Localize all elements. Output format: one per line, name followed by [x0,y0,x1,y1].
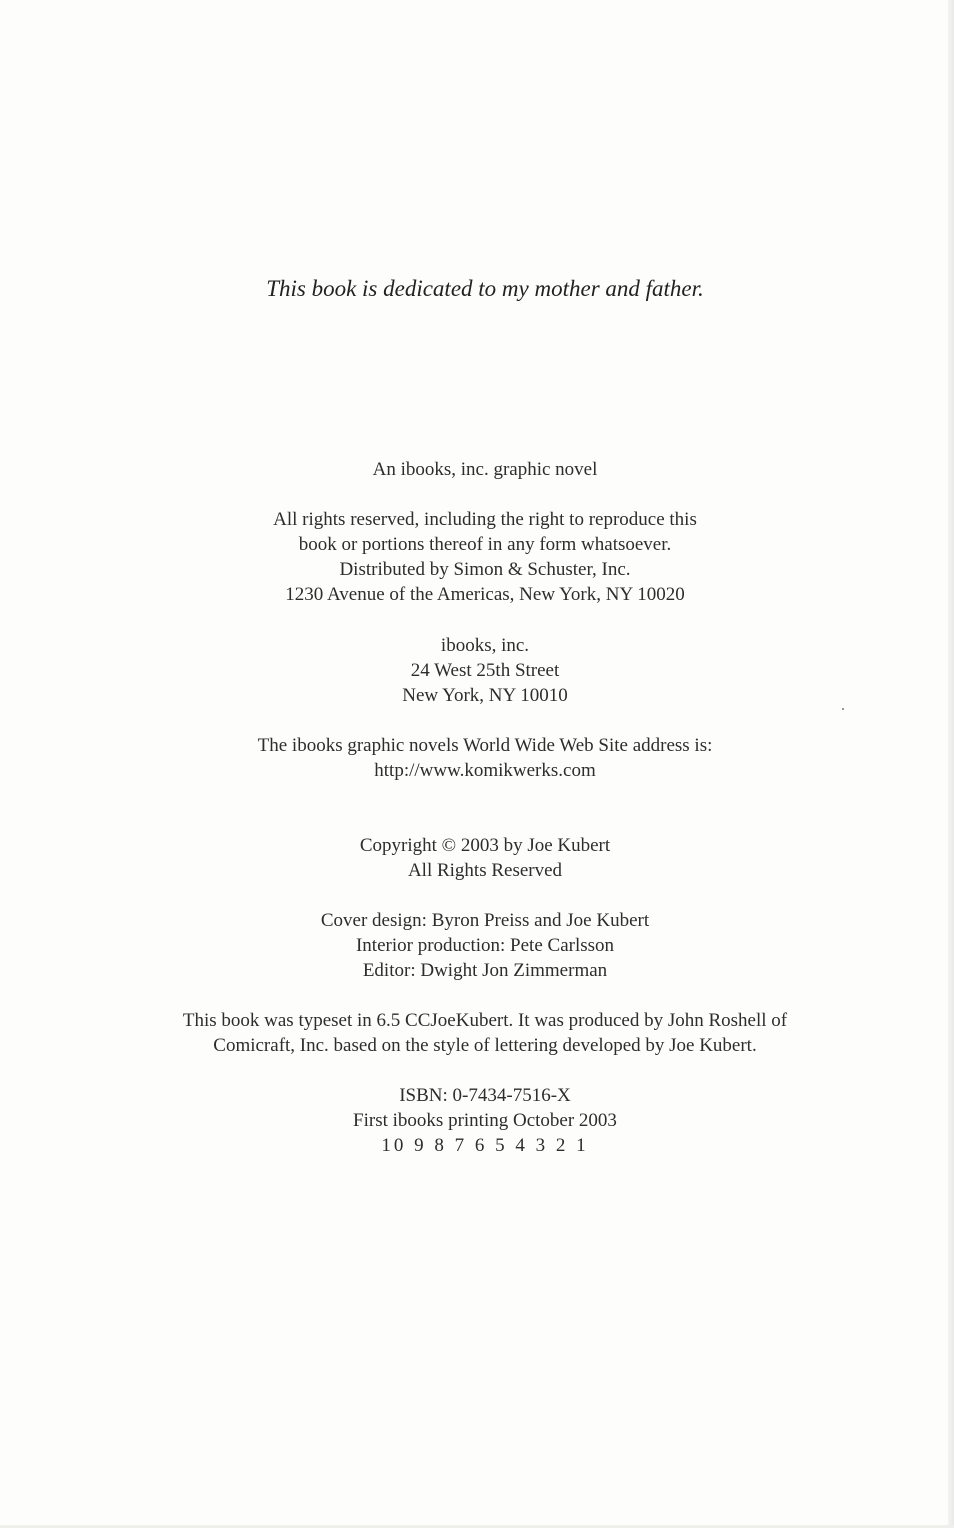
publisher-address-block [0,633,954,708]
typeset-line: Comicraft, Inc. based on the style of lettering developed by Joe Kubert. [213,1035,757,1056]
dedication-text: This book is dedicated to my mother and father. [266,276,704,301]
publisher-street: 24 West 25th Street [410,660,560,681]
website-intro: The ibooks graphic novels World Wide Web Site address is: [257,735,713,756]
publisher-name: ibooks, inc. [440,635,530,656]
publisher-line-block [0,457,954,482]
printing-date-line: First ibooks printing October 2003 [353,1110,617,1131]
editor-credit: Editor: Dwight Jon Zimmerman [362,960,608,981]
isbn-line: ISBN: 0-7434-7516-X [399,1085,571,1106]
printing-number-line: 10 9 8 7 6 5 4 3 2 1 [381,1135,589,1156]
credits-block [0,908,954,983]
rights-line: book or portions thereof in any form whatsoever. [298,534,672,555]
rights-line: All rights reserved, including the right to reproduce this [273,509,697,530]
website-url: http://www.komikwerks.com [374,760,596,781]
rights-reserved-line: All Rights Reserved [407,860,563,881]
typeset-note-block [0,1008,954,1058]
interior-production-credit: Interior production: Pete Carlsson [355,935,615,956]
rights-block [0,507,954,607]
typeset-line: This book was typeset in 6.5 CCJoeKubert. It was produced by John Roshell of [182,1010,788,1031]
copyright-block [0,833,954,883]
publisher-city: New York, NY 10010 [402,685,568,706]
distributor-line: Distributed by Simon & Schuster, Inc. [339,559,631,580]
paper-speck [842,708,844,710]
publisher-line: An ibooks, inc. graphic novel [372,459,598,480]
distributor-address-line: 1230 Avenue of the Americas, New York, NY 10020 [285,584,685,605]
printing-block [0,1083,954,1158]
cover-design-credit: Cover design: Byron Preiss and Joe Kubert [320,910,650,931]
copyright-line: Copyright © 2003 by Joe Kubert [359,835,611,856]
website-block [0,733,954,783]
